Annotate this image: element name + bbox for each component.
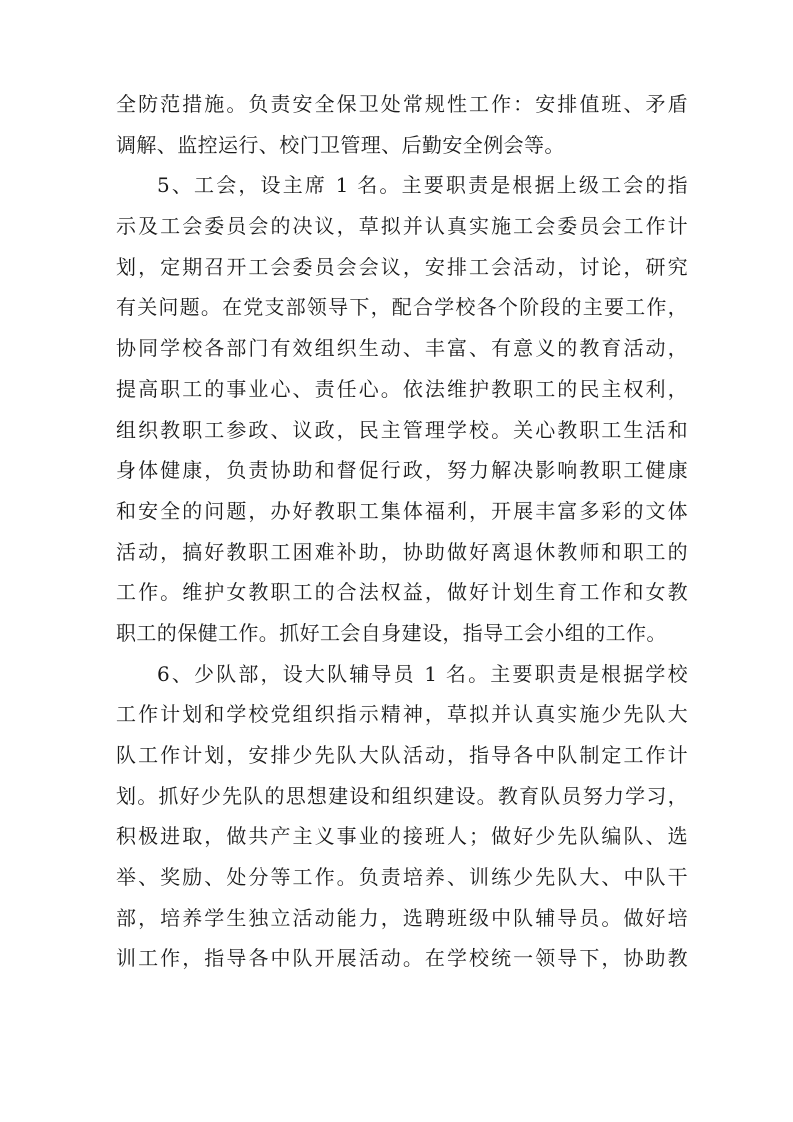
text-line-13: 工作。维护女教职工的合法权益，做好计划生育工作和女教 [116,580,688,605]
text-line-21: 部，培养学生独立活动能力，选聘班级中队辅导员。做好培 [116,905,688,930]
text-line-10: 身体健康，负责协助和督促行政，努力解决影响教职工健康 [116,458,688,483]
text-line-5: 划，定期召开工会委员会会议，安排工会活动，讨论，研究 [116,254,688,279]
text-line-7: 协同学校各部门有效组织生动、丰富、有意义的教育活动， [116,336,688,361]
text-line-3: 5、工会，设主席 1 名。主要职责是根据上级工会的指 [157,173,688,198]
text-line-2: 调解、监控运行、校门卫管理、后勤安全例会等。 [116,132,565,157]
text-line-14: 职工的保健工作。抓好工会自身建设，指导工会小组的工作。 [116,620,667,645]
text-line-1: 全防范措施。负责安全保卫处常规性工作：安排值班、矛盾 [116,92,688,116]
text-line-20: 举、奖励、处分等工作。负责培养、训练少先队大、中队干 [116,865,688,890]
body-text [116,84,688,979]
text-line-4: 示及工会委员会的决议，草拟并认真实施工会委员会工作计 [116,214,688,239]
text-line-16: 工作计划和学校党组织指示精神，草拟并认真实施少先队大 [116,702,688,727]
text-line-18: 划。抓好少先队的思想建设和组织建设。教育队员努力学习， [116,783,688,808]
text-line-19: 积极进取，做共产主义事业的接班人；做好少先队编队、选 [116,824,688,849]
text-line-9: 组织教职工参政、议政，民主管理学校。关心教职工生活和 [116,417,688,442]
text-line-17: 队工作计划，安排少先队大队活动，指导各中队制定工作计 [116,743,688,767]
text-line-11: 和安全的问题，办好教职工集体福利，开展丰富多彩的文体 [116,498,688,523]
text-line-22: 训工作，指导各中队开展活动。在学校统一领导下，协助教 [116,946,688,971]
text-line-15: 6、少队部，设大队辅导员 1 名。主要职责是根据学校 [157,661,688,686]
text-line-12: 活动，搞好教职工困难补助，协助做好离退休教师和职工的 [116,539,688,564]
text-line-8: 提高职工的事业心、责任心。依法维护教职工的民主权利， [116,376,688,401]
text-line-6: 有关问题。在党支部领导下，配合学校各个阶段的主要工作， [116,295,688,320]
